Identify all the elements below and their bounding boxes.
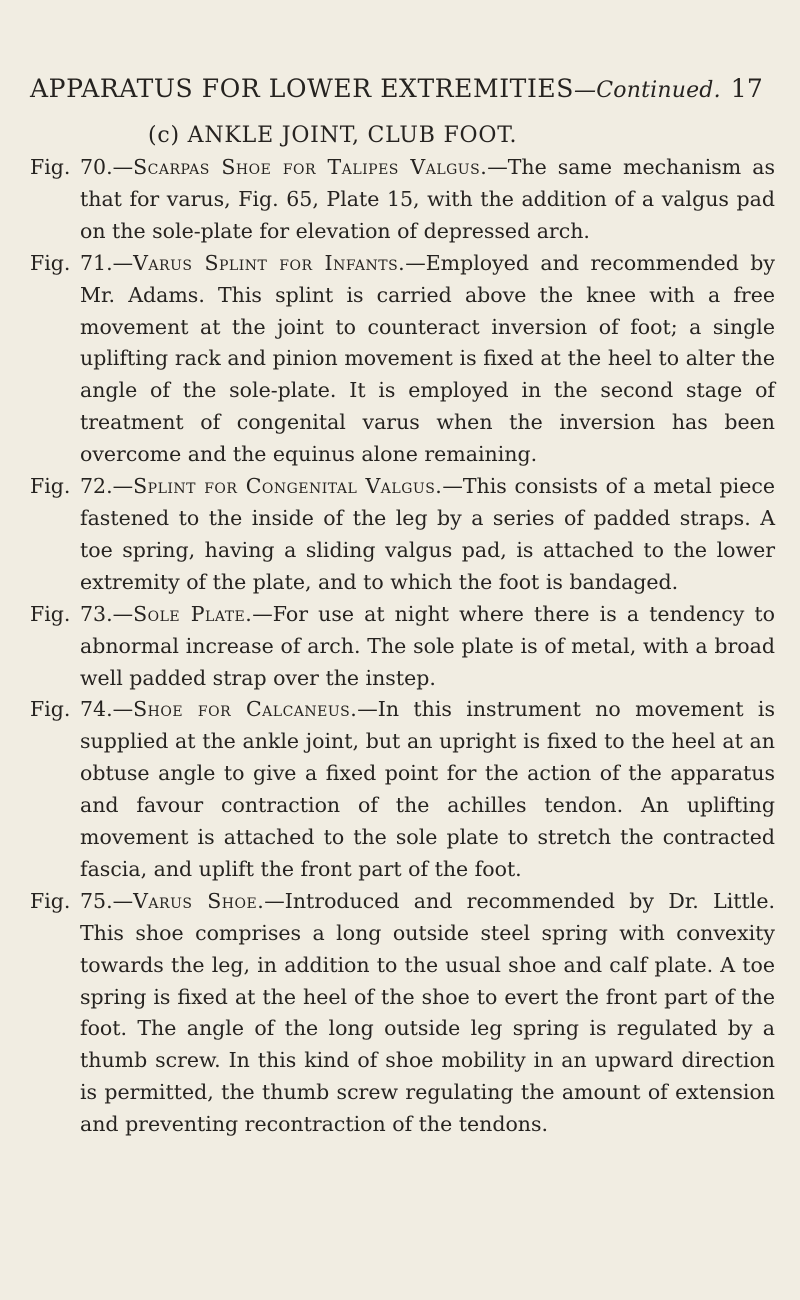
entry-body [80,886,775,1141]
running-title: APPARATUS FOR LOWER EXTREMITIES [30,74,575,103]
entry-body [80,694,775,885]
entries-list [30,152,775,1141]
entry-body [80,599,775,695]
entry-title: Scarpas Shoe for Talipes Valgus. [133,155,488,179]
entry-fig-71 [30,248,775,471]
entry-description: —In this instrument no movement is supplied at the ankle joint, but an upright is fixed to the heel at an obtuse angle to give a fixed point for the action of the apparatus and favour contraction of the achilles tendon. An uplifting movement is attached to the sole plate to stretch the contracted fascia, and uplift the front part of the foot. [80,697,775,881]
fig-label: Fig. [30,888,71,913]
entry-description: —For use at night where there is a tendency to abnormal increase of arch. The sole plate is of metal, with a broad well padded strap over the instep. [80,601,775,690]
entry-fig-73 [30,599,775,695]
fig-number: 75.— [80,888,134,913]
fig-number: 71.— [80,250,134,275]
entry-fig-75 [30,886,775,1141]
entry-body [80,152,775,248]
entry-description: —Introduced and recommended by Dr. Little. This shoe comprises a long outside steel spring with convexity towards the leg, in addition to the usual shoe and calf plate. A toe spring is fixed at the heel of the shoe to evert the front part of the foot. The angle of the long outside leg spring is regulated by a thumb screw. In this kind of shoe mobility in an upward direction is permitted, the thumb screw regulating the amount of extension and preventing recontraction of the tendons. [80,888,775,1137]
fig-number: 73.— [80,601,134,626]
fig-number: 70.— [80,155,134,179]
entry-description: —The same mechanism as that for varus, Fig. 65, Plate 15, with the addition of a valgus pad on the sole-plate for elevation of depressed arch. [80,155,775,243]
running-head [30,72,770,108]
entry-title: Varus Shoe. [133,888,265,913]
fig-label: Fig. [30,697,71,722]
entry-fig-72 [30,471,775,599]
entry-title: Varus Splint for Infants. [133,250,406,275]
page-number: 17 [730,74,763,103]
entry-title: Splint for Congenital Valgus. [133,474,443,499]
entry-description: —This consists of a metal piece fastened to the inside of the leg by a series of padded straps. A toe spring, having a sliding valgus pad, is attached to the lower extremity of the plate, and to which the foot is bandaged. [80,474,775,594]
fig-label: Fig. [30,250,71,275]
fig-label: Fig. [30,474,71,499]
entry-fig-74 [30,694,775,885]
entry-title: Shoe for Calcaneus. [133,697,358,722]
fig-number: 72.— [80,474,134,499]
continued-note: —Continued. [574,78,721,103]
entry-fig-70 [30,152,775,248]
entry-description: —Employed and recommended by Mr. Adams. This splint is carried above the knee with a free movement at the joint to counteract inversion of foot; a single uplifting rack and pinion movement is fixed at the heel to alter the angle of the sole-plate. It is employed in the second stage of treatment of congenital varus when the inversion has been overcome and the equinus alone remaining. [80,250,776,467]
fig-label: Fig. [30,601,71,626]
entry-body [80,248,775,471]
fig-label: Fig. [30,155,71,179]
entry-body [80,471,775,599]
section-heading: (c) ANKLE JOINT, CLUB FOOT. [148,123,518,148]
fig-number: 74.— [80,697,134,722]
entry-title: Sole Plate. [133,601,253,626]
